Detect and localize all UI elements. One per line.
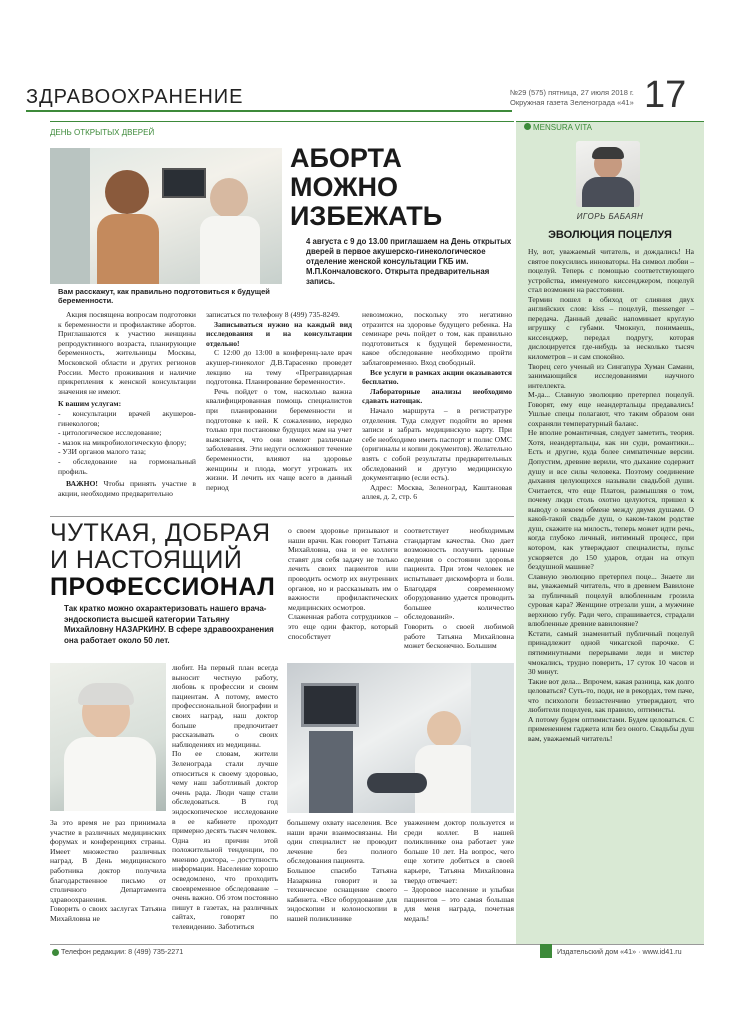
rubric-text: ДЕНЬ ОТКРЫТЫХ ДВЕРЕЙ xyxy=(50,128,155,137)
article2-lead: Так кратко можно охарактеризовать нашего врача-эндоскописта высшей категории Татьяну Михайловну НАЗАРКИНУ. В сфере здравоохранения она работает около 50 лет. xyxy=(64,604,274,645)
important-label: ВАЖНО! xyxy=(66,479,98,489)
page-number: 17 xyxy=(644,74,687,116)
footer-publisher: Издательский дом «41» · www.id41.ru xyxy=(557,947,682,956)
footer-phone-text: Телефон редакции: 8 (499) 735-2271 xyxy=(61,947,184,956)
publisher-logo-icon xyxy=(540,944,552,958)
services-heading: К вашим услугам: xyxy=(58,399,122,409)
photo-caption: Вам расскажут, как правильно подготовиться к будущей беременности. xyxy=(58,287,270,305)
rubric-label xyxy=(50,121,514,137)
list-item: - мазок на микробиологическую флору; xyxy=(58,437,187,447)
article2-title-line3: ПРОФЕССИОНАЛ xyxy=(50,573,276,601)
sidebar-title: ЭВОЛЮЦИЯ ПОЦЕЛУЯ xyxy=(548,229,672,241)
footer-phone xyxy=(52,947,183,956)
sidebar-rubric-text: MENSURA VITA xyxy=(533,123,592,132)
article1-col2 xyxy=(206,310,352,492)
circle-icon xyxy=(524,123,531,130)
sidebar-body: Ну, вот, уважаемый читатель, и дождались! На святое покусились инноваторы. На символ любви – поцелуй. Теперь с помощью соответствующего устройства, именуемого киссенджером, поцелуй стал возможен на расстоянии. Термин пошел в обиход от слияния двух английских слов: kiss – поцелуй, messenger – передача. Данный девайс напоминает круглую игрушку с губами. Чмокнул, понимаешь, киссенджер, передал подругу, которая дислоцируется где-нибудь за несколько тысяч километров – и сам спокойно. Творец сего ученый из Сингапура Хуман Самани, занимающийся исследованиями научного интеллекта. М-да... Славную эволюцию претерпел поцелуй. Говорят, ему еще неандертальцы предавались! Ушлые спецы полагают, что таким образом они сохраняли температурный баланс. Не вполне романтичная, следует заметить, теория. Хотя, неандертальцы, как ни суди, романтики... Есть и другие, куда более симпатичные версии. Допустим, древние верили, что дыхание содержит душу и все силы человека. Поэтому соединение дыхания целующихся называли свадьбой души. Считается, что еще Платон, размышляя о том, почему люди столь охотно целуются, пришел к выводу о некоем обмене между двумя душами. О какой-такой свадьбе душ, о каком-таком родстве душ, скажите на милость, теперь может идти речь, когда глубоко личный, интимный процесс, при котором, как утверждают специалисты, пульс ускоряется до 150 ударов, отдан на откуп бездушной машине? Славную эволюцию претерпел поце... Знаете ли вы, уважаемый читатель, что в древнем Вавилоне за публичный поцелуй влюбленным грозила суровая кара? Женщине отрезали уши, а мужчине верхнюю губу. Ради чего, спрашивается, страдали влюбленные древние вавилоняне? Кстати, самый знаменитый публичный поцелуй принадлежит одной чикагской парочке. С пятиминутными перерывами леди и мистер чмокались, трудно поверить, 17 суток 10 часов и 30 минут. Такие вот дела... Впрочем, какая разница, как долго целоваться? Суть-то, поди, не в рекордах, тем паче, что психологи беззастенчиво утверждают, что любители поцелуев, как правило, оптимисты. А потому будем оптимистами. Будем целоваться. С применением гаджета или без оного. Свадьбы душ вам, уважаемый читатель! xyxy=(528,247,694,743)
sidebar-rubric xyxy=(524,123,592,132)
paragraph: Записываться нужно на каждый вид исследования и на консультации отдельно! xyxy=(206,319,352,348)
article2-col-a: о своем здоровье призывают и наши врачи. Как говорит Татьяна Михайловна, она и ее коллеги ставят для себя задачу не только лечить своих пациентов или проводить осмотр их внутренних органов, но и рассказывать им о важности профилактических медицинских осмотров. Слаженная работа сотрудников – это еще один фактор, который способствует xyxy=(288,526,398,641)
article2-title-line2: И НАСТОЯЩИЙ xyxy=(50,546,243,574)
paragraph: Акция посвящена вопросам подготовки к беременности и профилактике абортов. Приглашаются к участию женщины репродуктивного возраста, планирующие беременность, жительницы Москвы, Московской области и других регионов России. Место проживания и наличие прикрепления к женской консультации значения не имеют. xyxy=(58,310,196,396)
paragraph: Лабораторные анализы необходимо сдавать натощак. xyxy=(362,386,512,406)
sidebar-author: ИГОРЬ БАБАЯН xyxy=(576,212,644,221)
article1-col3 xyxy=(362,310,512,502)
phone-icon xyxy=(52,949,59,956)
doctor-photo xyxy=(50,663,166,811)
paragraph: Начало маршрута – в регистратуре отделения. Туда следует подойти во время записи и забрать медицинскую карту. При себе необходимо иметь паспорт и полис ОМС (оригиналы и копии документов). Желательно взять с собой результаты предварительных обследований и другую медицинскую документацию (если есть). xyxy=(362,405,512,483)
paragraph xyxy=(58,479,196,498)
author-photo xyxy=(576,141,640,207)
paragraph: Все услуги в рамках акции оказываются бесплатно. xyxy=(362,367,512,387)
list-item: - цитологическое исследование; xyxy=(58,428,162,438)
divider xyxy=(50,516,514,517)
paragraph: Речь пойдет о том, насколько важна квалифицированная помощь специалистов при планировании беременности и подготовке к ней. К сожалению, нередко только при постановке будущих мам на учет выясняется, что они имеют различные заболевания. Эти недуги осложняют течение беременности, влияют на здоровье женщины и плода, могут угрожать их жизни. И лечить их чаще всего в данный период xyxy=(206,386,352,492)
header-rule xyxy=(26,110,512,112)
list-item: - УЗИ органов малого таза; xyxy=(58,447,146,457)
section-title: ЗДРАВООХРАНЕНИЕ xyxy=(26,86,244,108)
issue-info: №29 (575) пятница, 27 июля 2018 г. xyxy=(510,88,634,97)
article1-lead: 4 августа с 9 до 13.00 приглашаем на День открытых дверей в первое акушерско-гинекологическое отделение женской консультации ГКБ им. М.П.Кончаловского. Открыта предварительная запись. xyxy=(306,237,512,286)
list-item: - обследование на гормональный профиль. xyxy=(58,456,196,476)
article2-col4: уважением доктор пользуется и среди коллег. В нашей поликлинике она работает уже больше 10 лет. На вопрос, чего еще хотите добиться в своей карьере, Татьяна Михайловна твердо отвечает: – Здоровое население и улыбки пациентов – это самая большая для меня награда, почетная медаль! xyxy=(404,818,514,923)
footer-rule xyxy=(50,944,704,945)
article2-col1: За это время не раз принимала участие в различных медицинских форумах и конференциях страны. Имеет множество различных наград. В День медицинского работника доктор получила благодарственное письмо от столичного Департамента здравоохранения. Говорить о своих заслугах Татьяна Михайловна не xyxy=(50,818,166,923)
paragraph: С 12:00 до 13:00 в конференц-зале врач акушер-гинеколог Д.В.Тарасенко проведет лекцию на тему «Прегравидарная подготовка. Планирование беременности». xyxy=(206,348,352,387)
endoscopy-photo xyxy=(287,663,514,813)
list-item: - консультации врачей акушеров-гинекологов; xyxy=(58,408,196,428)
article2-col-b: соответствует необходимым стандартам качества. Оно дает возможность получить ценные сведения о состоянии здоровья пациента. При этом человек не испытывает дискомфорта и боли. Благодаря современному оборудованию удается проводить большее количество обследований». Говорить о своей любимой работе Татьяна Михайловна может бесконечно. Большим xyxy=(404,526,514,651)
article1-col1 xyxy=(58,310,196,498)
important-text: Чтобы принять участие в акции, необходимо предварительно xyxy=(58,479,196,498)
paragraph: Адрес: Москва, Зеленоград, Каштановая аллея, д. 2, стр. 6 xyxy=(362,482,512,502)
paragraph: невозможно, поскольку это негативно отразится на здоровье будущего ребенка. На семинаре речь пойдет о том, как правильно подготовиться к будущей беременности, какое обследование необходимо пройти заблаговременно. Вход свободный. xyxy=(362,310,512,367)
article1-title: АБОРТА МОЖНО ИЗБЕЖАТЬ xyxy=(290,143,443,231)
paragraph: записаться по телефону 8 (499) 735-8249. xyxy=(206,310,340,319)
newspaper-name: Окружная газета Зеленограда «41» xyxy=(510,98,634,107)
article2-col3: большему охвату населения. Все наши врачи взаимосвязаны. Ни один специалист не проводит лечение без полного обследования пациента. Большое спасибо Татьяна Назаркина говорит и за техническое оснащение своего кабинета. «Все оборудование для эндоскопии и колоноскопии в нашей поликлинике xyxy=(287,818,397,923)
article1-photo xyxy=(50,148,282,284)
article2-col2: любит. На первый план всегда выносит честную работу, любовь к профессии и своим пациентам. А потому, вместо профессиональной биографии и своих наград, наш доктор больше предпочитает рассказывать о своих наблюдениях из медицины. По ее словам, жители Зеленограда стали лучше относиться к своему здоровью, чему наш заботливый доктор очень рада. Люди чаще стали обследоваться. В год эндоскопическое исследование в ее кабинете проходит примерно десять тысяч человек. Одна из причин этой положительной тенденции, по мнению доктора, – доступность информации. Население хорошо осведомлено, что проходить своевременное обследование – очень важно. Об этом постоянно пишут в газетах, на различных сайтах, говорят по телевидению. Заботиться xyxy=(172,663,278,932)
article2-title-line1: ЧУТКАЯ, ДОБРАЯ xyxy=(50,519,271,547)
